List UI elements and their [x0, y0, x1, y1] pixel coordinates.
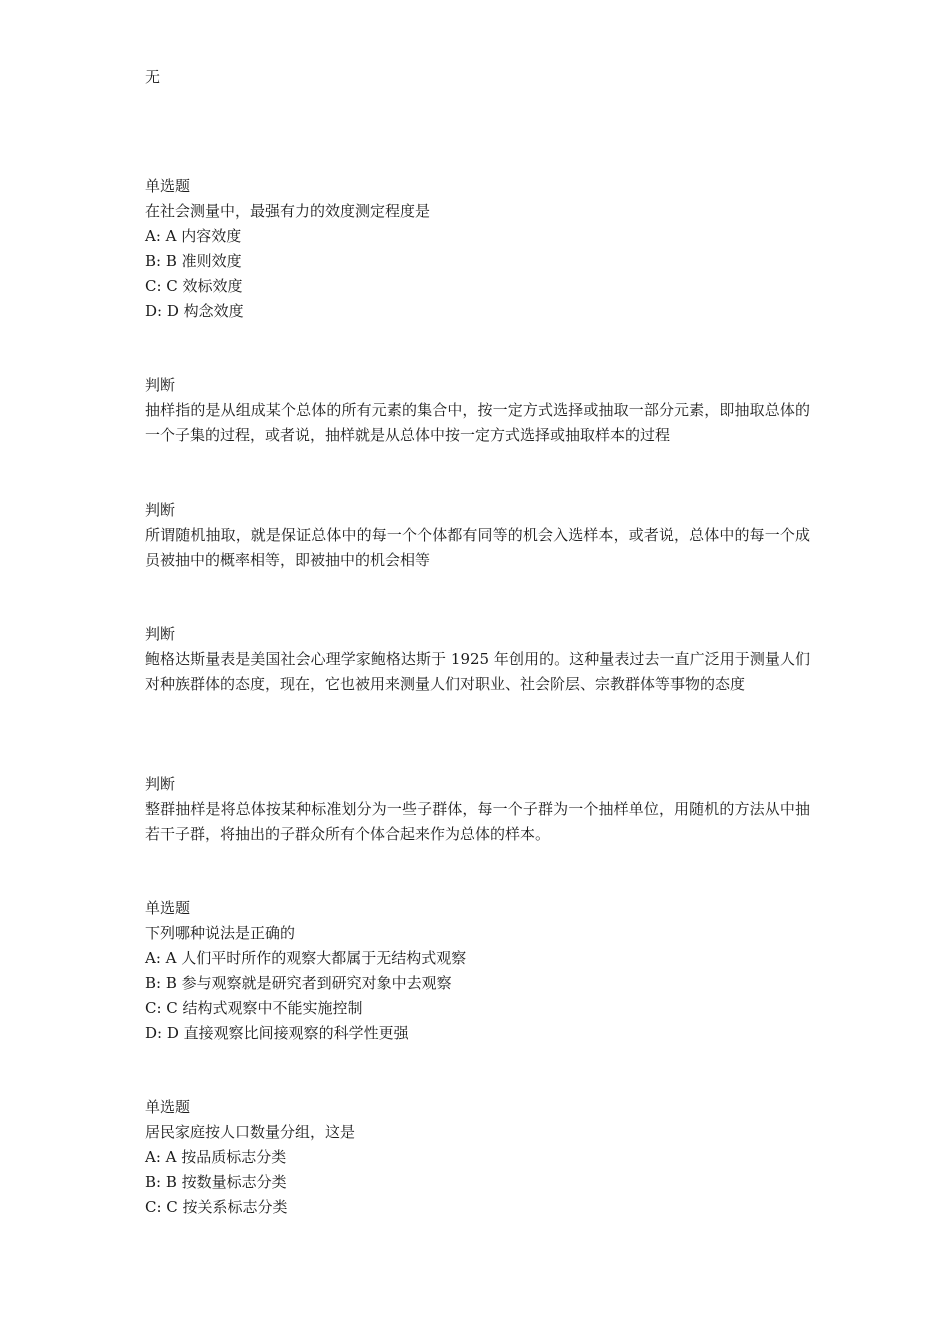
question-type: 单选题	[145, 899, 191, 917]
question-stem: 居民家庭按人口数量分组，这是	[145, 1123, 356, 1141]
question-stem: 抽样指的是从组成某个总体的所有元素的集合中，按一定方式选择或抽取一部分元素，即抽取总体的一个子集的过程，或者说，抽样就是从总体中按一定方式选择或抽取样本的过程	[145, 401, 810, 444]
option-d: D: D 直接观察比间接观察的科学性更强	[145, 1024, 409, 1042]
option-a: A: A 人们平时所作的观察大都属于无结构式观察	[145, 949, 467, 967]
question-2	[145, 373, 810, 448]
option-b: B: B 参与观察就是研究者到研究对象中去观察	[145, 974, 452, 992]
question-5	[145, 772, 810, 847]
option-c: C: C 按关系标志分类	[145, 1198, 288, 1216]
question-stem: 在社会测量中，最强有力的效度测定程度是	[145, 202, 431, 220]
question-1	[145, 174, 810, 324]
option-b: B: B 按数量标志分类	[145, 1173, 287, 1191]
question-stem: 整群抽样是将总体按某种标准划分为一些子群体，每一个子群为一个抽样单位，用随机的方法从中抽若干子群，将抽出的子群众所有个体合起来作为总体的样本。	[145, 800, 810, 843]
option-d: D: D 构念效度	[145, 302, 244, 320]
question-type: 判断	[145, 775, 176, 793]
question-type: 判断	[145, 625, 176, 643]
option-c: C: C 效标效度	[145, 277, 243, 295]
option-a: A: A 内容效度	[145, 227, 242, 245]
option-c: C: C 结构式观察中不能实施控制	[145, 999, 363, 1017]
top-note: 无	[145, 68, 161, 86]
question-4	[145, 622, 810, 697]
question-6	[145, 896, 810, 1046]
question-stem: 所谓随机抽取，就是保证总体中的每一个个体都有同等的机会入选样本，或者说，总体中的每一个成员被抽中的概率相等，即被抽中的机会相等	[145, 526, 810, 569]
question-stem: 下列哪种说法是正确的	[145, 924, 296, 942]
question-stem: 鲍格达斯量表是美国社会心理学家鲍格达斯于 1925 年创用的。这种量表过去一直广泛用于测量人们对种族群体的态度，现在，它也被用来测量人们对职业、社会阶层、宗教群体等事物的态度	[145, 650, 810, 693]
question-type: 单选题	[145, 177, 191, 195]
option-b: B: B 准则效度	[145, 252, 242, 270]
question-type: 判断	[145, 501, 176, 519]
question-3	[145, 498, 810, 573]
question-7	[145, 1095, 810, 1220]
question-type: 判断	[145, 376, 176, 394]
question-type: 单选题	[145, 1098, 191, 1116]
option-a: A: A 按品质标志分类	[145, 1148, 287, 1166]
